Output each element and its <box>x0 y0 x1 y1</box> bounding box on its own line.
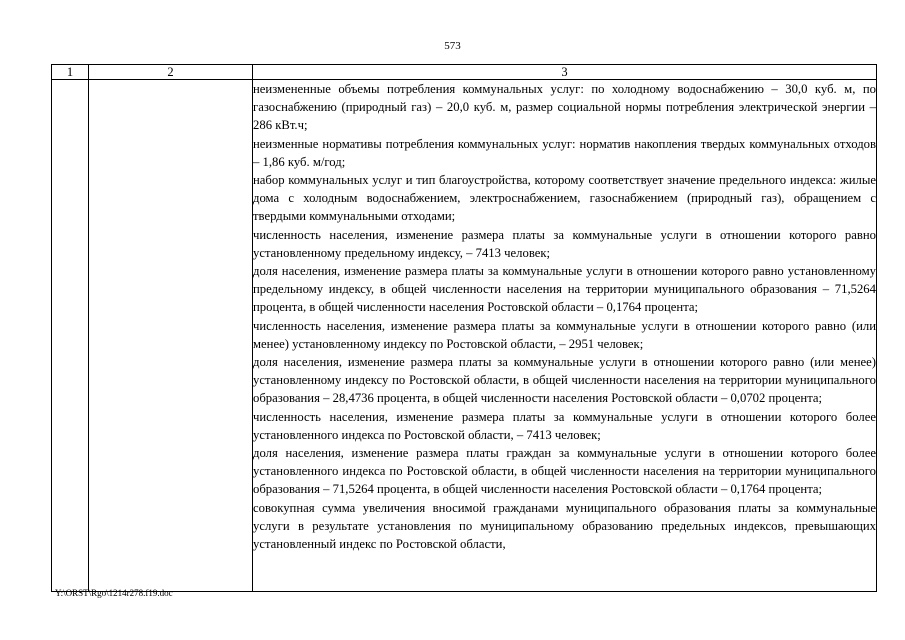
paragraph: численность населения, изменение размера платы за коммунальные услуги в отношении которого равно (или менее) установленному индексу по Ростовской области, – 2951 человек; <box>253 318 876 351</box>
paragraph: доля населения, изменение размера платы за коммунальные услуги в отношении которого равно установленному предельному индексу, в общей численности населения на территории муниципального образования – 71,5264 процента, в общей численности населения Ростовской области – 0,1764 процента; <box>253 264 876 315</box>
paragraph: численность населения, изменение размера платы за коммунальные услуги в отношении которого равно установленному предельному индексу, – 7413 человек; <box>253 227 876 260</box>
text-cell-content <box>253 80 876 591</box>
text-cell <box>253 80 877 592</box>
empty-cell-col2 <box>89 80 253 592</box>
paragraph: доля населения, изменение размера платы за коммунальные услуги в отношении которого равно (или менее) установленному индексу по Ростовской области, в общей численности населения на территории муниципального образования – 28,4736 процента, в общей численности населения Ростовской области – 0,0702 процента; <box>253 355 876 406</box>
table-header-row <box>52 65 877 80</box>
paragraph: совокупная сумма увеличения вносимой гражданами муниципального образования платы за коммунальные услуги в результате установления по муниципальному образованию предельных индексов, превышающих установленный индекс по Ростовской области, <box>253 500 876 552</box>
column-header-3: 3 <box>253 65 877 80</box>
table-row <box>52 80 877 592</box>
paragraph: неизменные нормативы потребления коммунальных услуг: норматив накопления твердых коммунальных отходов – 1,86 куб. м/год; <box>253 136 876 169</box>
document-table <box>51 64 877 592</box>
page-number: 573 <box>444 40 461 52</box>
column-header-2: 2 <box>89 65 253 80</box>
empty-cell-col1 <box>52 80 89 592</box>
footer-file-path: Y:\ORST\Rgo\1214r278.f19.doc <box>55 588 173 598</box>
paragraph: численность населения, изменение размера платы за коммунальные услуги в отношении которого более установленного индекса по Ростовской области, – 7413 человек; <box>253 409 876 442</box>
paragraph: доля населения, изменение размера платы граждан за коммунальные услуги в отношении которого более установленного индекса по Ростовской области, в общей численности населения на территории муниципального образования – 71,5264 процента, в общей численности населения Ростовской области – 0,1764 процента; <box>253 446 876 497</box>
column-header-1: 1 <box>52 65 89 80</box>
paragraph: неизмененные объемы потребления коммунальных услуг: по холодному водоснабжению – 30,0 куб. м, по газоснабжению (природный газ) – 20,0 куб. м, размер социальной нормы потребления электрической энергии – 286 кВт.ч; <box>253 82 876 133</box>
paragraph: набор коммунальных услуг и тип благоустройства, которому соответствует значение предельного индекса: жилые дома с холодным водоснабжением, электроснабжением, газоснабжением (природный газ), обращением с твердыми коммунальными отходами; <box>253 173 876 224</box>
